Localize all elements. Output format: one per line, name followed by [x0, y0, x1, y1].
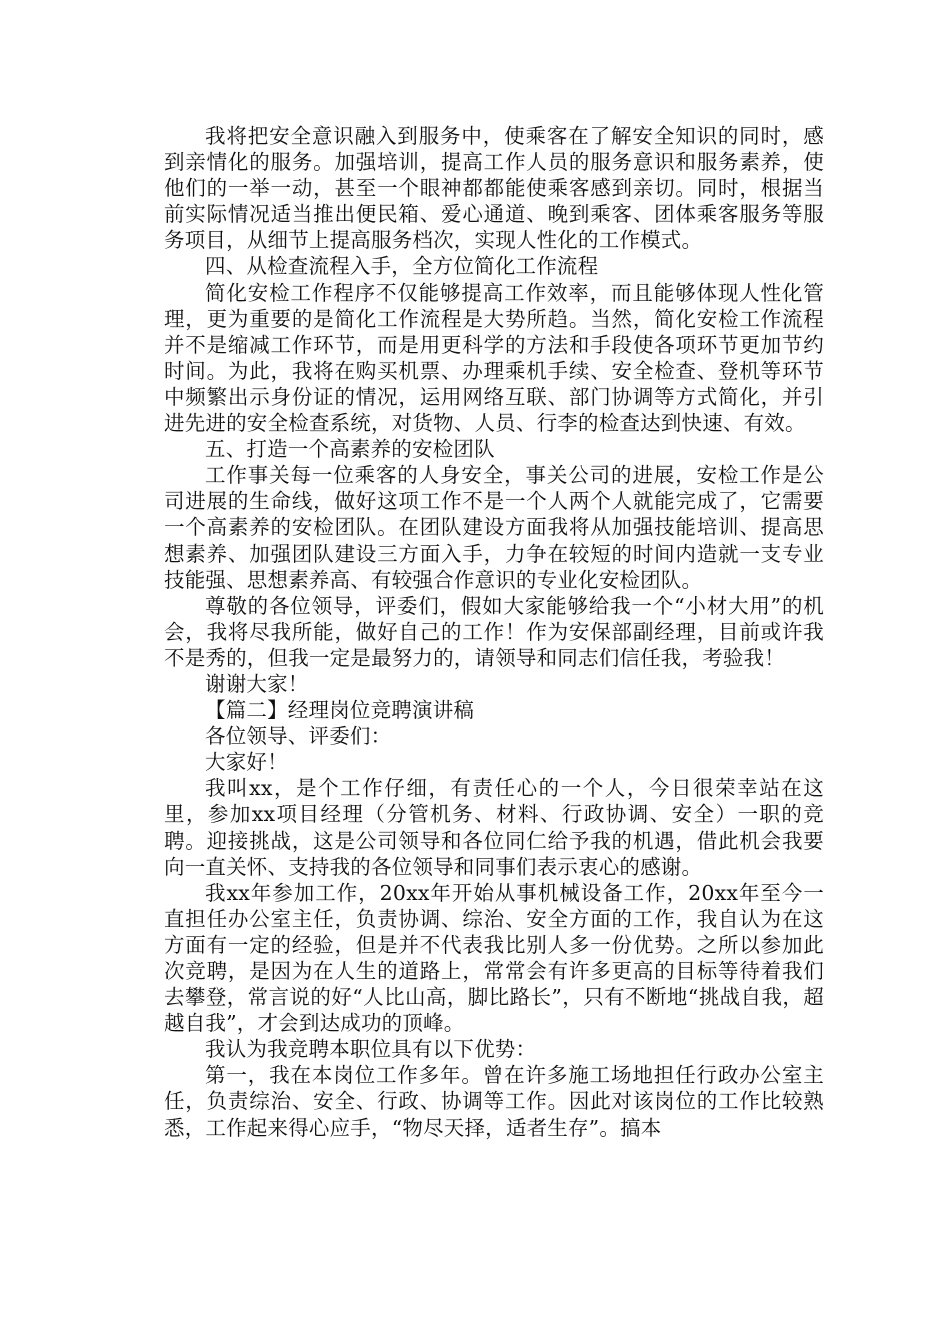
heading-section-five: 五、打造一个高素养的安检团队 — [205, 437, 495, 462]
heading-section-four: 四、从检查流程入手，全方位简化工作流程 — [205, 254, 599, 279]
paragraph-safety-service: 我将把安全意识融入到服务中，使乘客在了解安全知识的同时，感到亲情化的服务。加强培训，提高工作人员的服务意识和服务素养，使他们的一举一动，甚至一个眼神都都能使乘客感到亲切。同时，根据当前实际情况适当推出便民箱、爱心通道、晚到乘客、团体乘客服务等服务项目，从细节上提高服务档次，实现人性化的工作模式。 — [164, 124, 824, 253]
paragraph-salutation: 各位领导、评委们： — [205, 724, 392, 749]
paragraph-closing-appeal: 尊敬的各位领导，评委们，假如大家能够给我一个“小材大用”的机会，我将尽我所能，做好自己的工作！作为安保部副经理，目前或许我不是秀的，但我一定是最努力的，请领导和同志们信任我，考验我！ — [164, 593, 824, 670]
document-body — [164, 123, 824, 1141]
paragraph-security-team: 工作事关每一位乘客的人身安全，事关公司的进展，安检工作是公司进展的生命线，做好这项工作不是一个人两个人就能完成了，它需要一个高素养的安检团队。在团队建设方面我将从加强技能培训、提高思想素养、加强团队建设三方面入手，力争在较短的时间内造就一支专业技能强、思想素养高、有较强合作意识的专业化安检团队。 — [164, 463, 824, 592]
paragraph-thanks: 谢谢大家！ — [205, 671, 309, 696]
heading-part-two: 【篇二】经理岗位竞聘演讲稿 — [205, 698, 475, 723]
paragraph-advantages-intro: 我认为我竞聘本职位具有以下优势： — [205, 1037, 537, 1062]
paragraph-advantage-first: 第一，我在本岗位工作多年。曾在许多施工场地担任行政办公室主任，负责综治、安全、行政、协调等工作。因此对该岗位的工作比较熟悉，工作起来得心应手，“物尽天择，适者生存”。搞本 — [164, 1063, 824, 1140]
paragraph-simplify-process: 简化安检工作程序不仅能够提高工作效率，而且能够体现人性化管理，更为重要的是简化工作流程是大势所趋。当然，简化安检工作流程并不是缩减工作环节，而是用更科学的方法和手段使各项环节更加节约时间。为此，我将在购买机票、办理乘机手续、安全检查、登机等环节中频繁出示身份证的情况，运用网络互联、部门协调等方式简化，并引进先进的安全检查系统，对货物、人员、行李的检查达到快速、有效。 — [164, 280, 824, 436]
paragraph-greeting: 大家好！ — [205, 750, 288, 775]
paragraph-work-experience: 我xx年参加工作，20xx年开始从事机械设备工作，20xx年至今一直担任办公室主任，负责协调、综治、安全方面的工作，我自认为在这方面有一定的经验，但是并不代表我比别人多一份优势。之所以参加此次竞聘，是因为在人生的道路上，常常会有许多更高的目标等待着我们去攀登，常言说的好“人比山高，脚比路长”，只有不断地“挑战自我，超越自我”，才会到达成功的顶峰。 — [164, 880, 824, 1036]
paragraph-self-introduction: 我叫xx，是个工作仔细，有责任心的一个人，今日很荣幸站在这里，参加xx项目经理（分管机务、材料、行政协调、安全）一职的竞聘。迎接挑战，这是公司领导和各位同仁给予我的机遇，借此机会我要向一直关怀、支持我的各位领导和同事们表示衷心的感谢。 — [164, 776, 824, 879]
